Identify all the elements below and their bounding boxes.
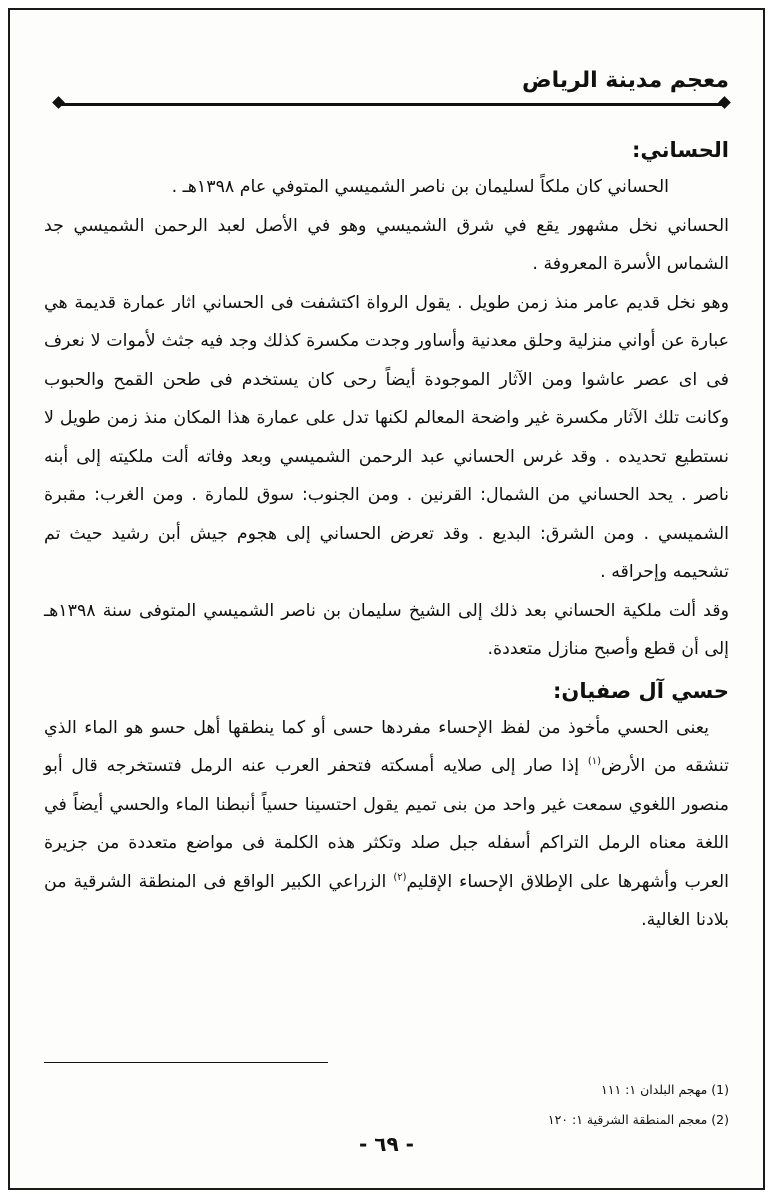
paragraph — [44, 709, 729, 940]
footnote-marker-1: (١) — [587, 756, 601, 768]
page-number: - ٦٩ - — [359, 1132, 414, 1156]
paragraph-text: يعنى الحسي مأخوذ من لفظ الإحساء مفردها حسى أو كما ينطقها أهل حسو هو الماء الذي تنشقه من الأرض — [44, 717, 729, 776]
paragraph: وهو نخل قديم عامر منذ زمن طويل . يقول الرواة اكتشفت فى الحساني اثار عمارة قديمة هي عبارة عن أواني منزلية وحلق معدنية وأساور وجدت مكسرة كذلك وجد فيه جثث لأموات لا نعرف فى اى عصر عاشوا ومن الآثار الموجودة أيضاً رحى كان يستخدم فى طحن القمح والحبوب وكانت تلك الآثار مكسرة غير واضحة المعالم لكنها تدل على عمارة هذا المكان منذ زمن طويل لا نستطيع تحديده . وقد غرس الحساني عبد الرحمن الشميسي وبعد وفاته ألت ملكيته إلى أبنه ناصر . يحد الحساني من الشمال: القرنين . ومن الجنوب: سوق للمارة . ومن الغرب: مقبرة الشميسي . ومن الشرق: البديع . وقد تعرض الحساني إلى هجوم جيش أبن رشيد حيث تم تشحيمه وإحراقه . — [44, 292, 729, 582]
paragraph: وقد ألت ملكية الحساني بعد ذلك إلى الشيخ سليمان بن ناصر الشميسي المتوفى سنة ١٣٩٨هـ إلى أن قطع وأصبح منازل متعددة. — [44, 600, 729, 659]
section-heading-hassani: الحساني: — [631, 138, 729, 162]
paragraph-text: إذا صار إلى صلايه أمسكته فتحفر العرب عنه الرمل فتستخرجه قال أبو منصور اللغوي سمعت غير واحد من بنى تميم يقول احتسينا حسياً أنبطنا الماء والحسي أيضاً في اللغة معناه الرمل التراكم أسفله جبل صلد وتكثر هذه الكلمة فى مواضع متعددة من جزيرة العرب وأشهرها على الإطلاق الإحساء الإقليم — [44, 756, 729, 892]
footnote-item: (2) معجم المنطقة الشرقية ١: ١٢٠ — [547, 1112, 729, 1127]
document-page — [8, 8, 765, 1190]
section-heading-hasi-al-sufyan: حسي آل صفيان: — [553, 678, 729, 703]
running-header-title: معجم مدينة الرياض — [522, 68, 729, 93]
paragraph: الحساني كان ملكاً لسليمان بن ناصر الشميسي المتوفي عام ١٣٩٨هـ . — [171, 177, 669, 197]
paragraph-text: الزراعي الكبير الواقع فى المنطقة الشرقية من بلادنا الغالية. — [44, 871, 729, 930]
footnote-divider — [44, 1062, 328, 1063]
header-divider-right-diamond — [718, 96, 731, 109]
page-body — [44, 132, 729, 940]
header-divider-left-diamond — [52, 96, 65, 109]
header-divider — [58, 103, 725, 106]
footnotes — [329, 1075, 729, 1135]
paragraph: الحساني نخل مشهور يقع في شرق الشميسي وهو في الأصل لعبد الرحمن الشميسي جد الشماس الأسرة المعروفة . — [44, 215, 729, 274]
footnote-item: (1) مهجم البلدان ١: ١١١ — [601, 1082, 729, 1097]
footnote-marker-2: (٢) — [393, 871, 407, 883]
